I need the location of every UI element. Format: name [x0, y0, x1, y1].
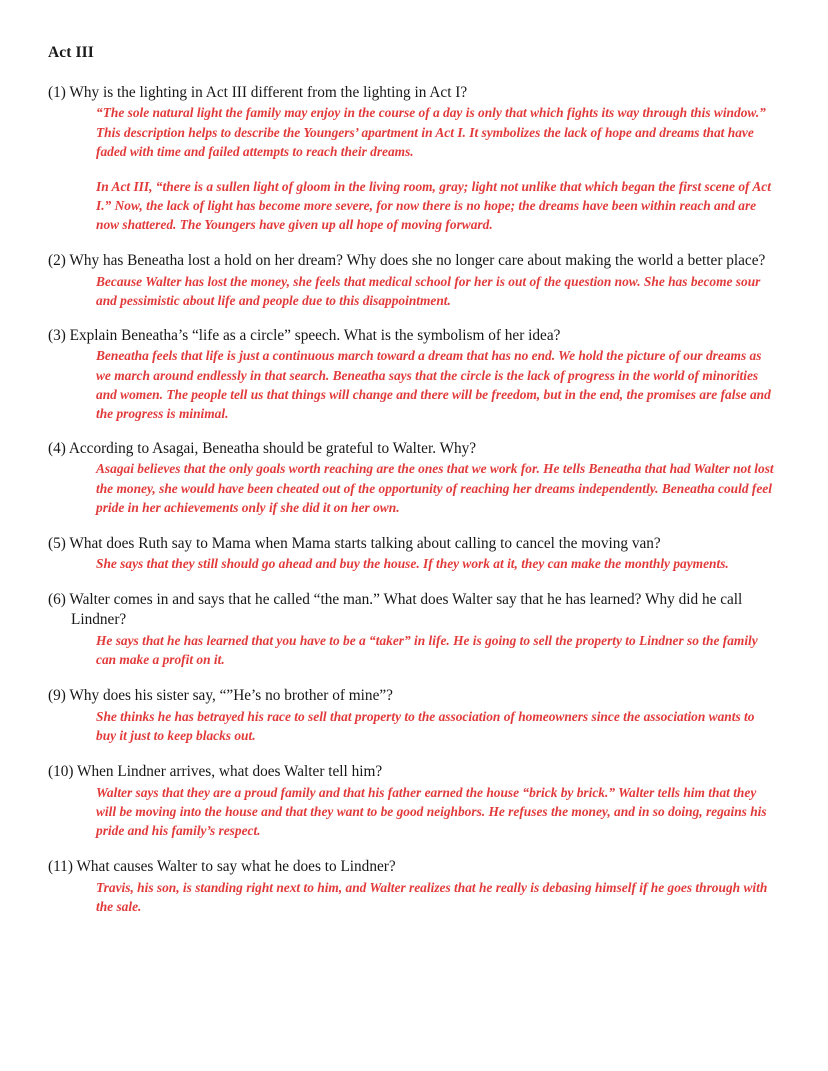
answer-text: She thinks he has betrayed his race to sell that property to the association of homeowners since the association wants to buy it just to keep blacks out.	[96, 709, 755, 744]
answer-text: “The sole natural light the family may enjoy in the course of a day is only that which fights its way through this window.” This description helps to describe the Youngers’ apartment in Act I. It symbolizes the lack of hope and dreams that have faded with time and failed attempts to reach their dreams.	[96, 105, 766, 159]
question-answer-list	[48, 83, 776, 917]
question-text: (2) Why has Beneatha lost a hold on her dream? Why does she no longer care about making the world a better place?	[48, 251, 766, 269]
answer-text: She says that they still should go ahead and buy the house. If they work at it, they can make the monthly payments.	[96, 556, 729, 572]
qa-block	[48, 534, 776, 574]
qa-block	[48, 439, 776, 517]
qa-block	[48, 326, 776, 423]
page-title: Act III	[48, 44, 94, 61]
question-text: (3) Explain Beneatha’s “life as a circle” speech. What is the symbolism of her idea?	[48, 326, 561, 344]
qa-block	[48, 762, 776, 840]
question-text: (4) According to Asagai, Beneatha should be grateful to Walter. Why?	[48, 439, 477, 457]
answer-text: Beneatha feels that life is just a continuous march toward a dream that has no end. We hold the picture of our dreams as we march around endlessly in that search. Beneatha says that the circle is the lack of progress in the world of minorities and women. The people tell us that things will change and there will be freedom, but in the end, the promises are false and the progress is minimal.	[96, 348, 771, 421]
question-text: (10) When Lindner arrives, what does Walter tell him?	[48, 763, 383, 781]
question-text: (5) What does Ruth say to Mama when Mama starts talking about calling to cancel the moving van?	[48, 534, 661, 552]
answer-text: Travis, his son, is standing right next to him, and Walter realizes that he really is debasing himself if he goes through with the sale.	[96, 880, 768, 915]
answer-text: Because Walter has lost the money, she feels that medical school for her is out of the question now. She has become sour and pessimistic about life and people due to this disappointment.	[96, 273, 761, 308]
question-text: (9) Why does his sister say, “”He’s no brother of mine”?	[48, 687, 393, 705]
question-text: (11) What causes Walter to say what he does to Lindner?	[48, 858, 396, 876]
answer-text: Asagai believes that the only goals worth reaching are the ones that we work for. He tells Beneatha that had Walter not lost the money, she would have been cheated out of the opportunity of reaching her dreams independently. Beneatha could feel pride in her achievements only if she did it on her own.	[96, 461, 774, 515]
qa-block	[48, 857, 776, 916]
qa-block	[48, 83, 776, 234]
answer-text: In Act III, “there is a sullen light of gloom in the living room, gray; light not unlike that which began the first scene of Act I.” Now, the lack of light has become more severe, for now there is no hope; the dreams have been within reach and are now shattered. The Youngers have given up all hope of moving forward.	[96, 178, 771, 232]
qa-block	[48, 251, 776, 310]
qa-block	[48, 590, 776, 669]
question-text: (1) Why is the lighting in Act III different from the lighting in Act I?	[48, 83, 468, 101]
qa-block	[48, 686, 776, 745]
answer-text: Walter says that they are a proud family and that his father earned the house “brick by brick.” Walter tells him that they will be moving into the house and that they want to be good neighbors. He refuses the money, and in so doing, regains his pride and his family’s respect.	[96, 785, 767, 839]
question-text: (6) Walter comes in and says that he called “the man.” What does Walter say that he has learned? Why did he call Lindner?	[48, 591, 743, 629]
answer-text: He says that he has learned that you have to be a “taker” in life. He is going to sell the property to Lindner so the family can make a profit on it.	[96, 633, 758, 668]
